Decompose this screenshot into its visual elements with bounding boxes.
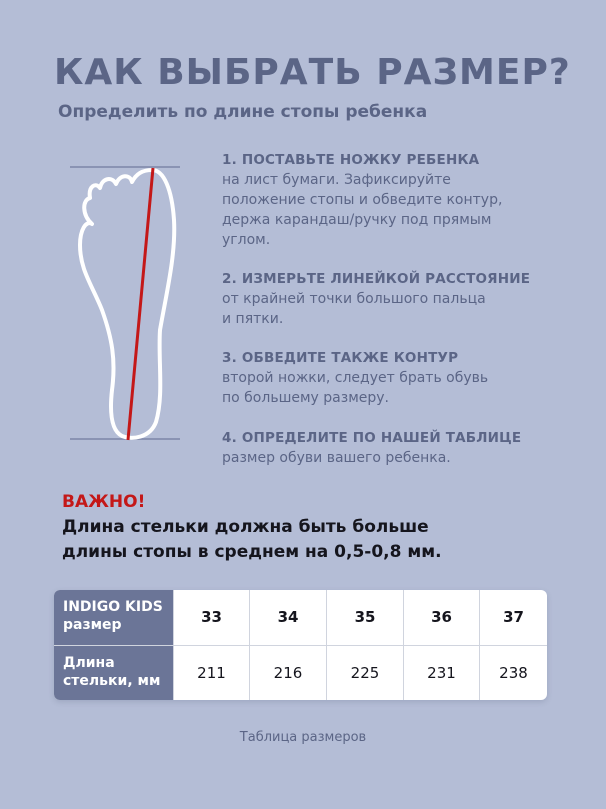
table-caption: Таблица размеров: [239, 730, 367, 745]
warning-text: Длина стельки должна быть больше длины стопы в среднем на 0,5-0,8 мм.: [62, 517, 442, 562]
page-title: КАК ВЫБРАТЬ РАЗМЕР?: [54, 52, 571, 93]
step-4: [222, 428, 562, 468]
length-cell: 216: [249, 646, 326, 700]
size-cell: 35: [326, 590, 403, 645]
header-cell-size: INDIGO KIDS размер: [54, 590, 173, 645]
step-3: [222, 348, 562, 408]
step-2-body: от крайней точки большого пальца и пятки.: [222, 291, 486, 327]
foot-outline-icon: [68, 160, 184, 448]
step-2: [222, 269, 562, 329]
step-4-heading: 4. ОПРЕДЕЛИТЕ ПО НАШЕЙ ТАБЛИЦЕ: [222, 430, 522, 446]
table-row-sizes: [54, 590, 547, 645]
page-subtitle: Определить по длине стопы ребенка: [58, 102, 428, 122]
step-1-body: на лист бумаги. Зафиксируйте положение стопы и обведите контур, держа карандаш/ручку под прямым углом.: [222, 172, 503, 248]
size-cell: 37: [479, 590, 547, 645]
size-cell: 33: [173, 590, 249, 645]
size-cell: 34: [249, 590, 326, 645]
step-3-body: второй ножки, следует брать обувь по большему размеру.: [222, 370, 489, 406]
foot-outline: [80, 170, 174, 438]
header-cell-length: Длина стельки, мм: [54, 646, 173, 700]
measure-line: [128, 168, 153, 440]
table-row-lengths: [54, 645, 547, 700]
step-3-heading: 3. ОБВЕДИТЕ ТАКЖЕ КОНТУР: [222, 350, 459, 366]
size-cell: 36: [403, 590, 479, 645]
length-cell: 225: [326, 646, 403, 700]
length-cell: 238: [479, 646, 547, 700]
step-2-heading: 2. ИЗМЕРЬТЕ ЛИНЕЙКОЙ РАССТОЯНИЕ: [222, 271, 531, 287]
size-table: [54, 590, 547, 700]
warning-heading: ВАЖНО!: [62, 492, 146, 512]
step-4-body: размер обуви вашего ребенка.: [222, 450, 451, 466]
length-cell: 231: [403, 646, 479, 700]
length-cell: 211: [173, 646, 249, 700]
step-1-heading: 1. ПОСТАВЬТЕ НОЖКУ РЕБЕНКА: [222, 152, 480, 168]
step-1: [222, 150, 562, 250]
